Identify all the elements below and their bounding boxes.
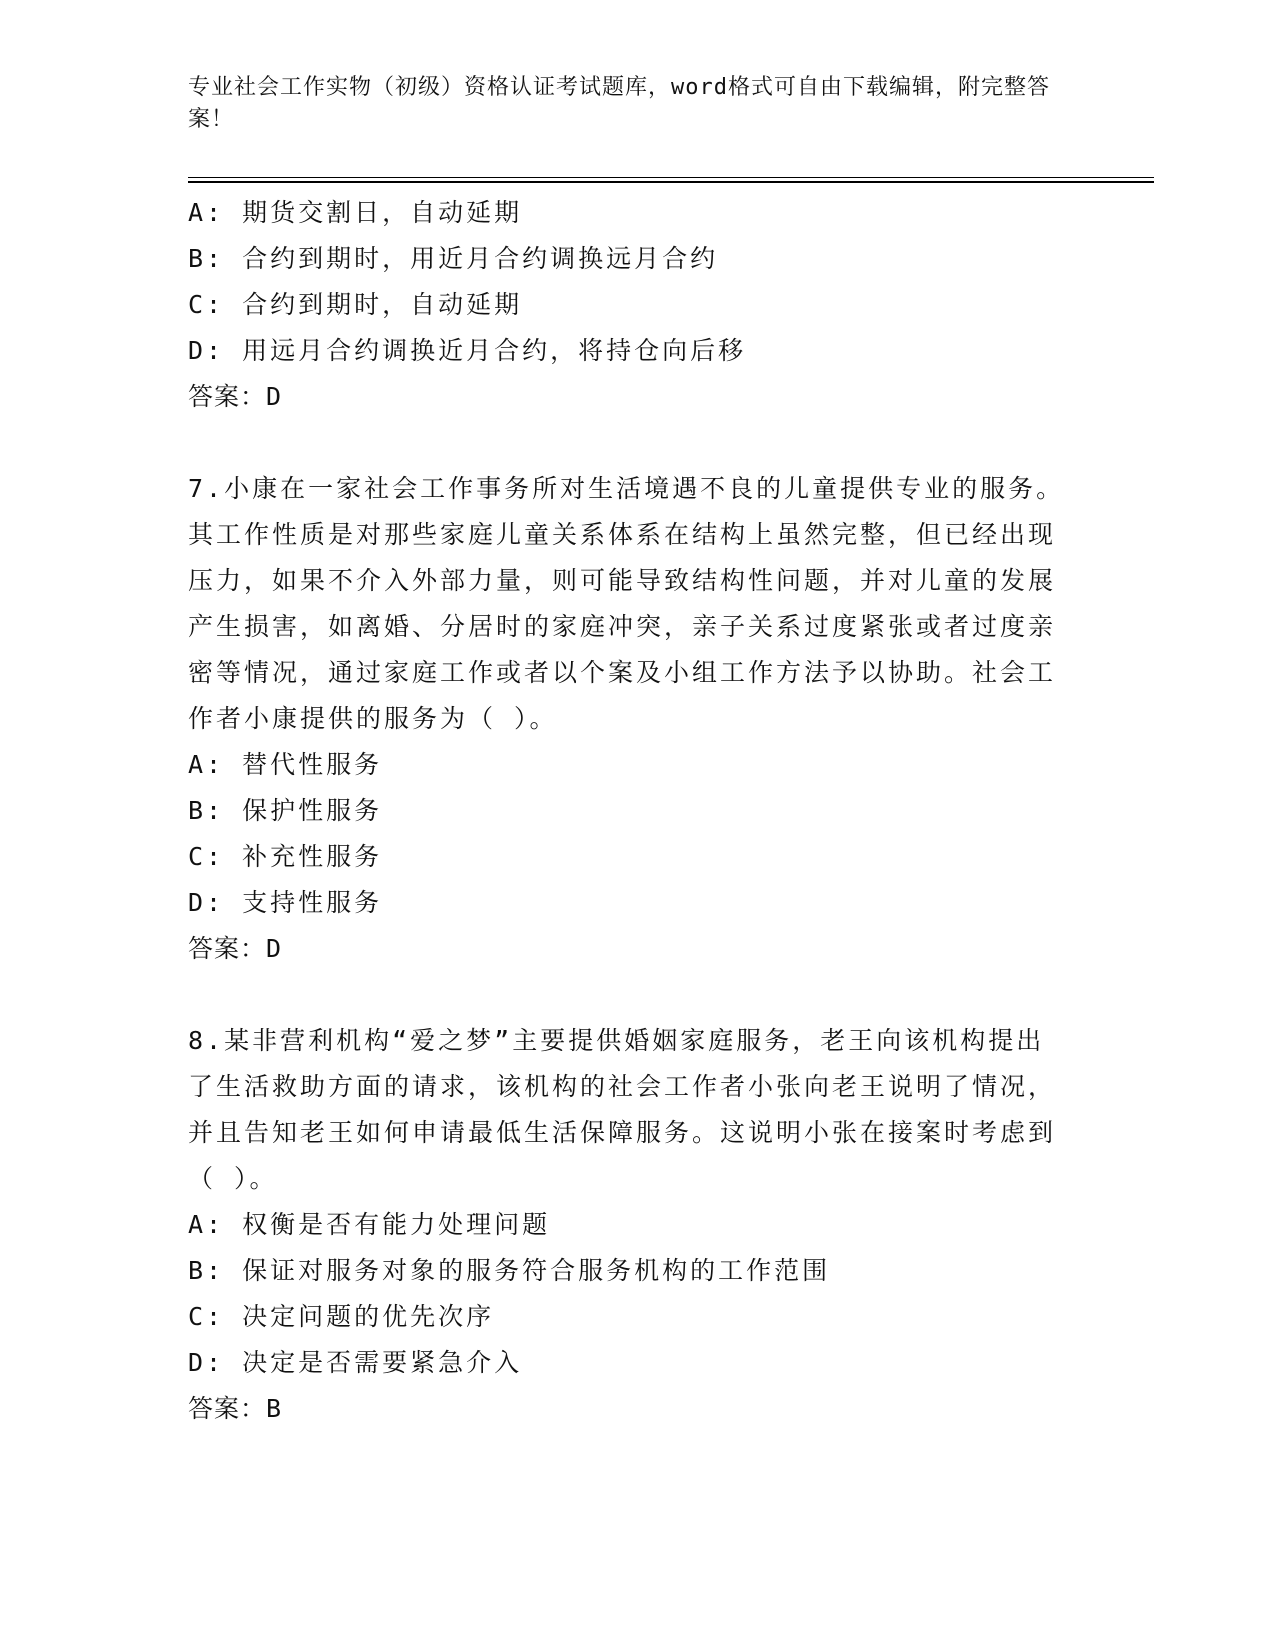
option-c: C: 补充性服务 <box>188 842 383 871</box>
page-header: 专业社会工作实物（初级）资格认证考试题库，word格式可自由下载编辑，附完整答案！ <box>188 75 1050 132</box>
paragraph-gap <box>188 420 1068 466</box>
option-b: B: 合约到期时，用近月合约调换远月合约 <box>188 244 719 273</box>
question-8-block <box>188 1018 1068 1432</box>
option-a: A: 期货交割日，自动延期 <box>188 198 523 227</box>
header-divider-thick <box>188 181 1154 183</box>
option-a: A: 替代性服务 <box>188 750 383 779</box>
option-d: D: 支持性服务 <box>188 888 383 917</box>
option-b: B: 保证对服务对象的服务符合服务机构的工作范围 <box>188 1256 831 1285</box>
answer-line: 答案：D <box>188 934 283 963</box>
option-c: C: 合约到期时，自动延期 <box>188 290 523 319</box>
question-stem: 7.小康在一家社会工作事务所对生活境遇不良的儿童提供专业的服务。其工作性质是对那些家庭儿童关系体系在结构上虽然完整，但已经出现压力，如果不介入外部力量，则可能导致结构性问题，并对儿童的发展产生损害，如离婚、分居时的家庭冲突，亲子关系过度紧张或者过度亲密等情况，通过家庭工作或者以个案及小组工作方法予以协助。社会工作者小康提供的服务为（ ）。 <box>188 474 1065 733</box>
question-6-block <box>188 190 1068 420</box>
header-divider-thin <box>188 177 1154 178</box>
option-c: C: 决定问题的优先次序 <box>188 1302 495 1331</box>
question-content <box>188 190 1068 1432</box>
answer-line: 答案：D <box>188 382 283 411</box>
paragraph-gap <box>188 972 1068 1018</box>
question-stem: 8.某非营利机构“爱之梦”主要提供婚姻家庭服务，老王向该机构提出了生活救助方面的请求，该机构的社会工作者小张向老王说明了情况，并且告知老王如何申请最低生活保障服务。这说明小张在接案时考虑到（ ）。 <box>188 1026 1057 1193</box>
option-b: B: 保护性服务 <box>188 796 383 825</box>
answer-line: 答案：B <box>188 1394 283 1423</box>
option-a: A: 权衡是否有能力处理问题 <box>188 1210 551 1239</box>
question-7-block <box>188 466 1068 972</box>
option-d: D: 用远月合约调换近月合约，将持仓向后移 <box>188 336 747 365</box>
option-d: D: 决定是否需要紧急介入 <box>188 1348 523 1377</box>
